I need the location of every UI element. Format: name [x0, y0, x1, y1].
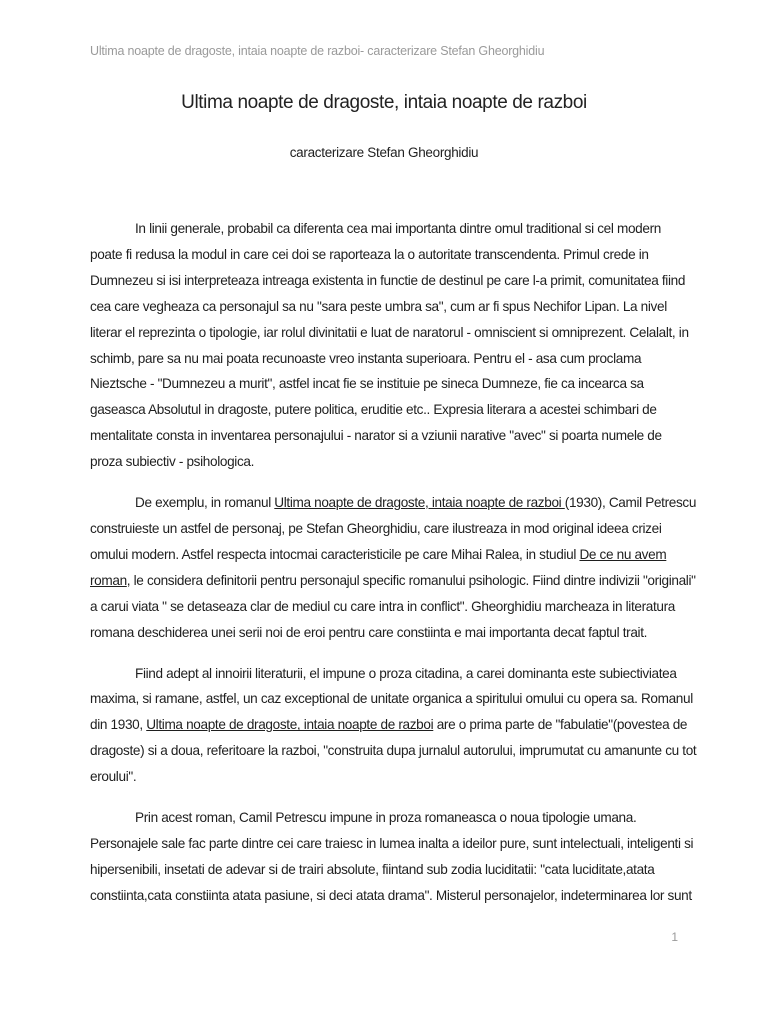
text-segment: De exemplu, in romanul [135, 495, 275, 511]
text-line: In linii generale, probabil ca diferenta cea mai importanta dintre omul traditional si cel modern [135, 221, 661, 236]
study-title-link[interactable]: De ce nu avem [579, 546, 667, 562]
novel-title-link[interactable]: Ultima noapte de dragoste, intaia noapte de razboi [146, 717, 434, 733]
text-segment: omului modern. Astfel respecta intocmai caracteristicile pe care Mihai Ralea, in studiul [90, 546, 580, 562]
study-title-link-continued[interactable]: roman [90, 572, 127, 588]
text-line [90, 490, 697, 516]
text-line: Personajele sale fac parte dintre cei care traiesc in lumea inalta a ideilor pure, sunt intelectuali, inteligenti si [90, 835, 694, 851]
text-segment: (1930), Camil Petrescu [564, 495, 697, 511]
text-line: construieste un astfel de personaj, pe Stefan Gheorghidiu, care ilustreaza in mod original ideea crizei [90, 520, 662, 536]
text-line: romana deschiderea unei serii noi de eroi pentru care constiinta e mai importanta decat faptul trait. [90, 624, 648, 640]
text-line: constiinta,cata constiinta atata pasiune, si deci atata drama". Misterul personajelor, indeterminarea lor sunt [90, 887, 692, 903]
text-line: Dumnezeu si isi interpreteaza intreaga existenta in functie de destinul pe care l-a primit, comunitatea fiind [90, 272, 686, 288]
text-line: Nieztsche - "Dumnezeu a murit", astfel incat fie se instituie pe sineca Dumneze, fie ca incearca sa [90, 376, 644, 392]
text-line: literar el reprezinta o tipologie, iar rolul divinitatii e luat de naratorul - omniscient si omniprezent. Celalalt, in [90, 324, 689, 340]
running-header: Ultima noapte de dragoste, intaia noapte de razboi- caracterizare Stefan Gheorghidiu [90, 44, 545, 58]
page-number: 1 [671, 930, 678, 944]
text-line: maxima, si ramane, astfel, un caz exceptional de unitate organica a spiritului omului cu opera sa. Romanul [90, 691, 693, 707]
text-segment: are o prima parte de "fabulatie"(povestea de [433, 717, 688, 733]
paragraph-2 [90, 490, 697, 645]
text-line: cea care vegheaza ca personajul sa nu "sara peste umbra sa", cum ar fi spus Nechifor Lipan. La nivel [90, 298, 667, 314]
text-line: schimb, pare sa nu mai poata recunoaste vreo instanta superioara. Pentru el - asa cum proclama [90, 350, 642, 366]
novel-title-link[interactable]: Ultima noapte de dragoste, intaia noapte de razboi [274, 495, 565, 511]
text-line: proza subiectiv - psihologica. [90, 454, 255, 470]
text-line [90, 542, 678, 568]
text-line: Fiind adept al innoirii literaturii, el impune o proza citadina, a carei dominanta este subiectiviatea [135, 665, 677, 681]
paragraph-4 [90, 805, 694, 909]
text-segment: , le considera definitorii pentru personajul specific romanului psihologic. Fiind dintre indivizii "originali" [126, 572, 696, 588]
text-line: mentalitate consta in inventarea personajului - narator si a vziunii narative "avec" si poarta numele de [90, 428, 662, 444]
document-title: Ultima noapte de dragoste, intaia noapte de razboi [181, 92, 587, 113]
text-line [90, 712, 688, 738]
text-line [90, 568, 696, 594]
text-line: eroului". [90, 769, 137, 785]
text-line: hipersenibili, insetati de adevar si de trairi absolute, fiintand sub zodia luciditatii: "cata luciditate,atata [90, 861, 655, 877]
text-line: Prin acest roman, Camil Petrescu impune in proza romaneasca o noua tipologie umana. [135, 810, 637, 826]
text-line: dragoste) si a doua, referitoare la razboi, "construita dupa jurnalul autorului, imprumutat cu amanunte cu tot [90, 743, 697, 759]
document-subtitle: caracterizare Stefan Gheorghidiu [289, 145, 479, 160]
text-line: a carui viata " se detaseaza clar de mediul cu care intra in conflict". Gheorghidiu marcheaza in literatura [90, 598, 675, 614]
paragraph-1 [90, 216, 689, 475]
text-segment: din 1930, [90, 717, 147, 733]
text-line: poate fi redusa la modul in care cei doi se raporteaza la o autoritate transcendenta. Primul crede in [90, 246, 649, 262]
body-text [90, 216, 697, 924]
paragraph-3 [90, 661, 697, 791]
text-line: gaseasca Absolutul in dragoste, putere politica, eruditie etc.. Expresia literara a acestei schimbari de [90, 402, 657, 418]
